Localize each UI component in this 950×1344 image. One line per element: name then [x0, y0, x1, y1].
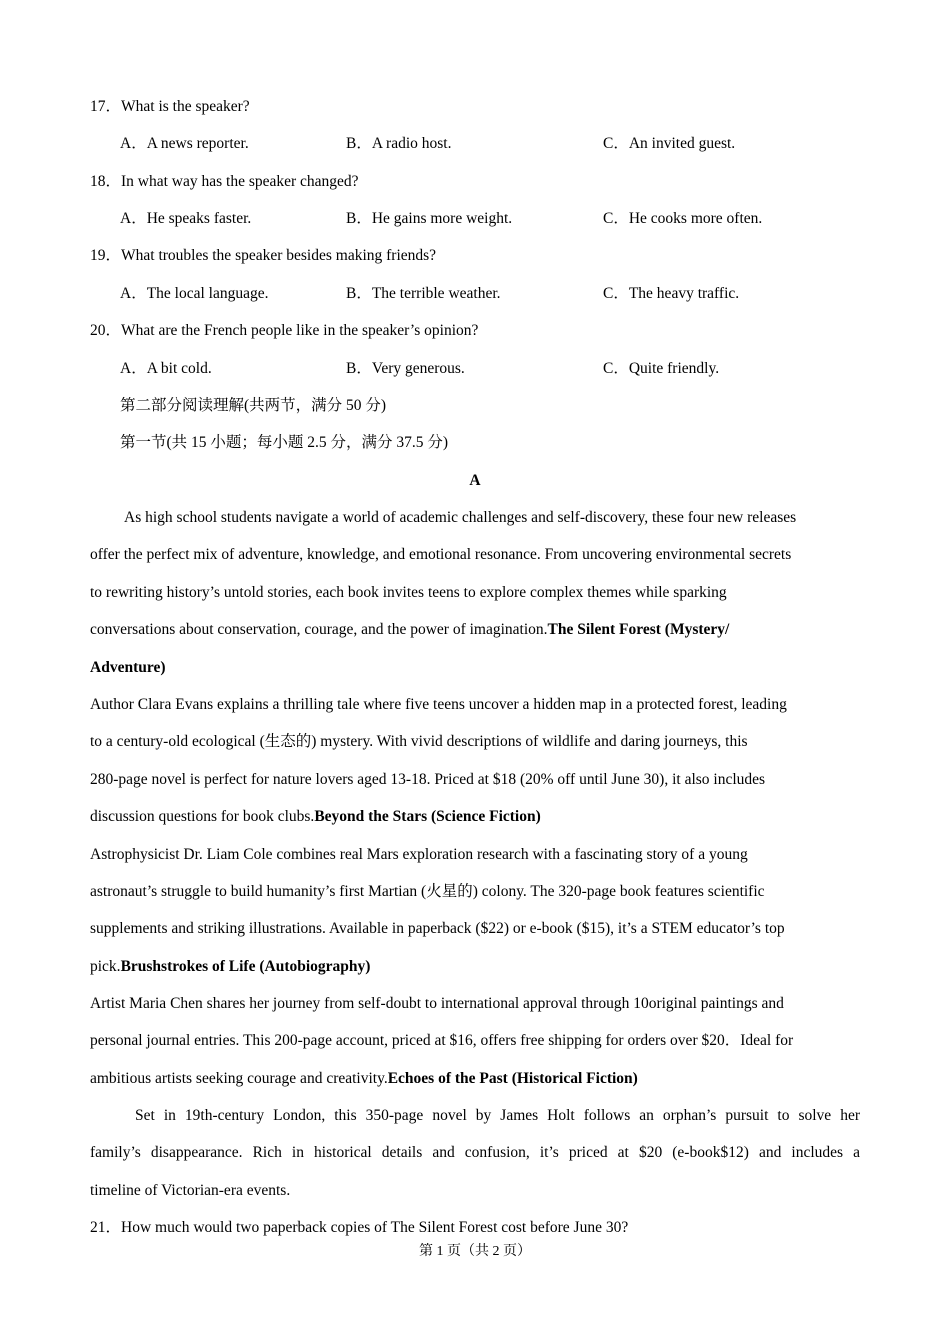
book-4-line-1: Set in 19th-century London, this 350-page novel by James Holt follows an orphan’s pursuit to solve her [135, 1107, 860, 1124]
question-17-option-c: C．An invited guest. [603, 135, 736, 152]
book-4-title: Echoes of the Past (Historical Fiction) [387, 1070, 638, 1087]
book-3-line-1: Artist Maria Chen shares her journey from self-doubt to international approval through 10original paintings and [90, 995, 784, 1012]
book-2-title: Beyond the Stars (Science Fiction) [314, 808, 541, 825]
book-1-line-4 [90, 805, 860, 829]
page-footer: 第 1 页（共 2 页） [419, 1244, 531, 1259]
book-2-line-1: Astrophysicist Dr. Liam Cole combines real Mars exploration research with a fascinating story of a young [90, 846, 748, 863]
book-1-line-3: 280-page novel is perfect for nature lovers aged 13-18. Priced at $18 (20% off until June 30), it also includes [90, 771, 766, 788]
question-20-stem: 20．What are the French people like in the speaker’s opinion? [90, 322, 479, 339]
book-4-line-3: timeline of Victorian-era events. [90, 1182, 291, 1199]
book-2-line-2: astronaut’s struggle to build humanity’s first Martian (火星的) colony. The 320-page book features scientific [90, 883, 765, 900]
book-3-line-3-text: ambitious artists seeking courage and creativity. [90, 1070, 388, 1087]
question-17-option-b: B．A radio host. [346, 135, 452, 152]
intro-line-2: offer the perfect mix of adventure, knowledge, and emotional resonance. From uncovering environmental secrets [90, 546, 792, 563]
book-3-title: Brushstrokes of Life (Autobiography) [120, 958, 371, 975]
question-20-option-b: B．Very generous. [346, 360, 465, 377]
part-two-heading: 第二部分阅读理解(共两节，满分 50 分) [120, 397, 387, 414]
question-18-option-c: C．He cooks more often. [603, 210, 763, 227]
book-1-title-part-1: The Silent Forest (Mystery/ [547, 621, 730, 638]
question-20-option-a: A．A bit cold. [120, 360, 212, 377]
question-19-option-c: C．The heavy traffic. [603, 285, 740, 302]
question-18-option-a: A．He speaks faster. [120, 210, 252, 227]
question-20-option-c: C．Quite friendly. [603, 360, 720, 377]
section-one-heading: 第一节(共 15 小题；每小题 2.5 分，满分 37.5 分) [120, 434, 449, 451]
book-2-line-4-text: pick. [90, 958, 121, 975]
book-4-line-2: family’s disappearance. Rich in historical details and confusion, it’s priced at $20 (e-book$12) and includes a [90, 1144, 860, 1161]
book-1-line-1: Author Clara Evans explains a thrilling tale where five teens uncover a hidden map in a protected forest, leading [90, 696, 787, 713]
book-3-line-2: personal journal entries. This 200-page account, priced at $16, offers free shipping for orders over $20．Ideal for [90, 1032, 794, 1049]
intro-line-4-text: conversations about conservation, courage, and the power of imagination. [90, 621, 548, 638]
book-2-line-3: supplements and striking illustrations. Available in paperback ($22) or e-book ($15), it’s a STEM educator’s top [90, 920, 785, 937]
question-19-stem: 19．What troubles the speaker besides making friends? [90, 247, 437, 264]
question-19-option-b: B．The terrible weather. [346, 285, 501, 302]
question-18-stem: 18．In what way has the speaker changed? [90, 173, 359, 190]
question-17-stem: 17．What is the speaker? [90, 98, 250, 115]
question-17-option-a: A．A news reporter. [120, 135, 249, 152]
question-19-option-a: A．The local language. [120, 285, 269, 302]
book-2-line-4 [90, 955, 860, 979]
passage-label: A [469, 472, 481, 489]
intro-line-4 [90, 618, 860, 642]
book-1-line-4-text: discussion questions for book clubs. [90, 808, 315, 825]
question-18-option-b: B．He gains more weight. [346, 210, 513, 227]
intro-line-1: As high school students navigate a world of academic challenges and self-discovery, these four new releases [124, 509, 797, 526]
question-21-stem: 21．How much would two paperback copies of The Silent Forest cost before June 30? [90, 1219, 629, 1236]
book-1-title-part-2: Adventure) [90, 659, 166, 676]
book-1-line-2: to a century-old ecological (生态的) mystery. With vivid descriptions of wildlife and daring journeys, this [90, 733, 748, 750]
intro-line-3: to rewriting history’s untold stories, each book invites teens to explore complex themes while sparking [90, 584, 727, 601]
book-3-line-3 [90, 1067, 860, 1091]
